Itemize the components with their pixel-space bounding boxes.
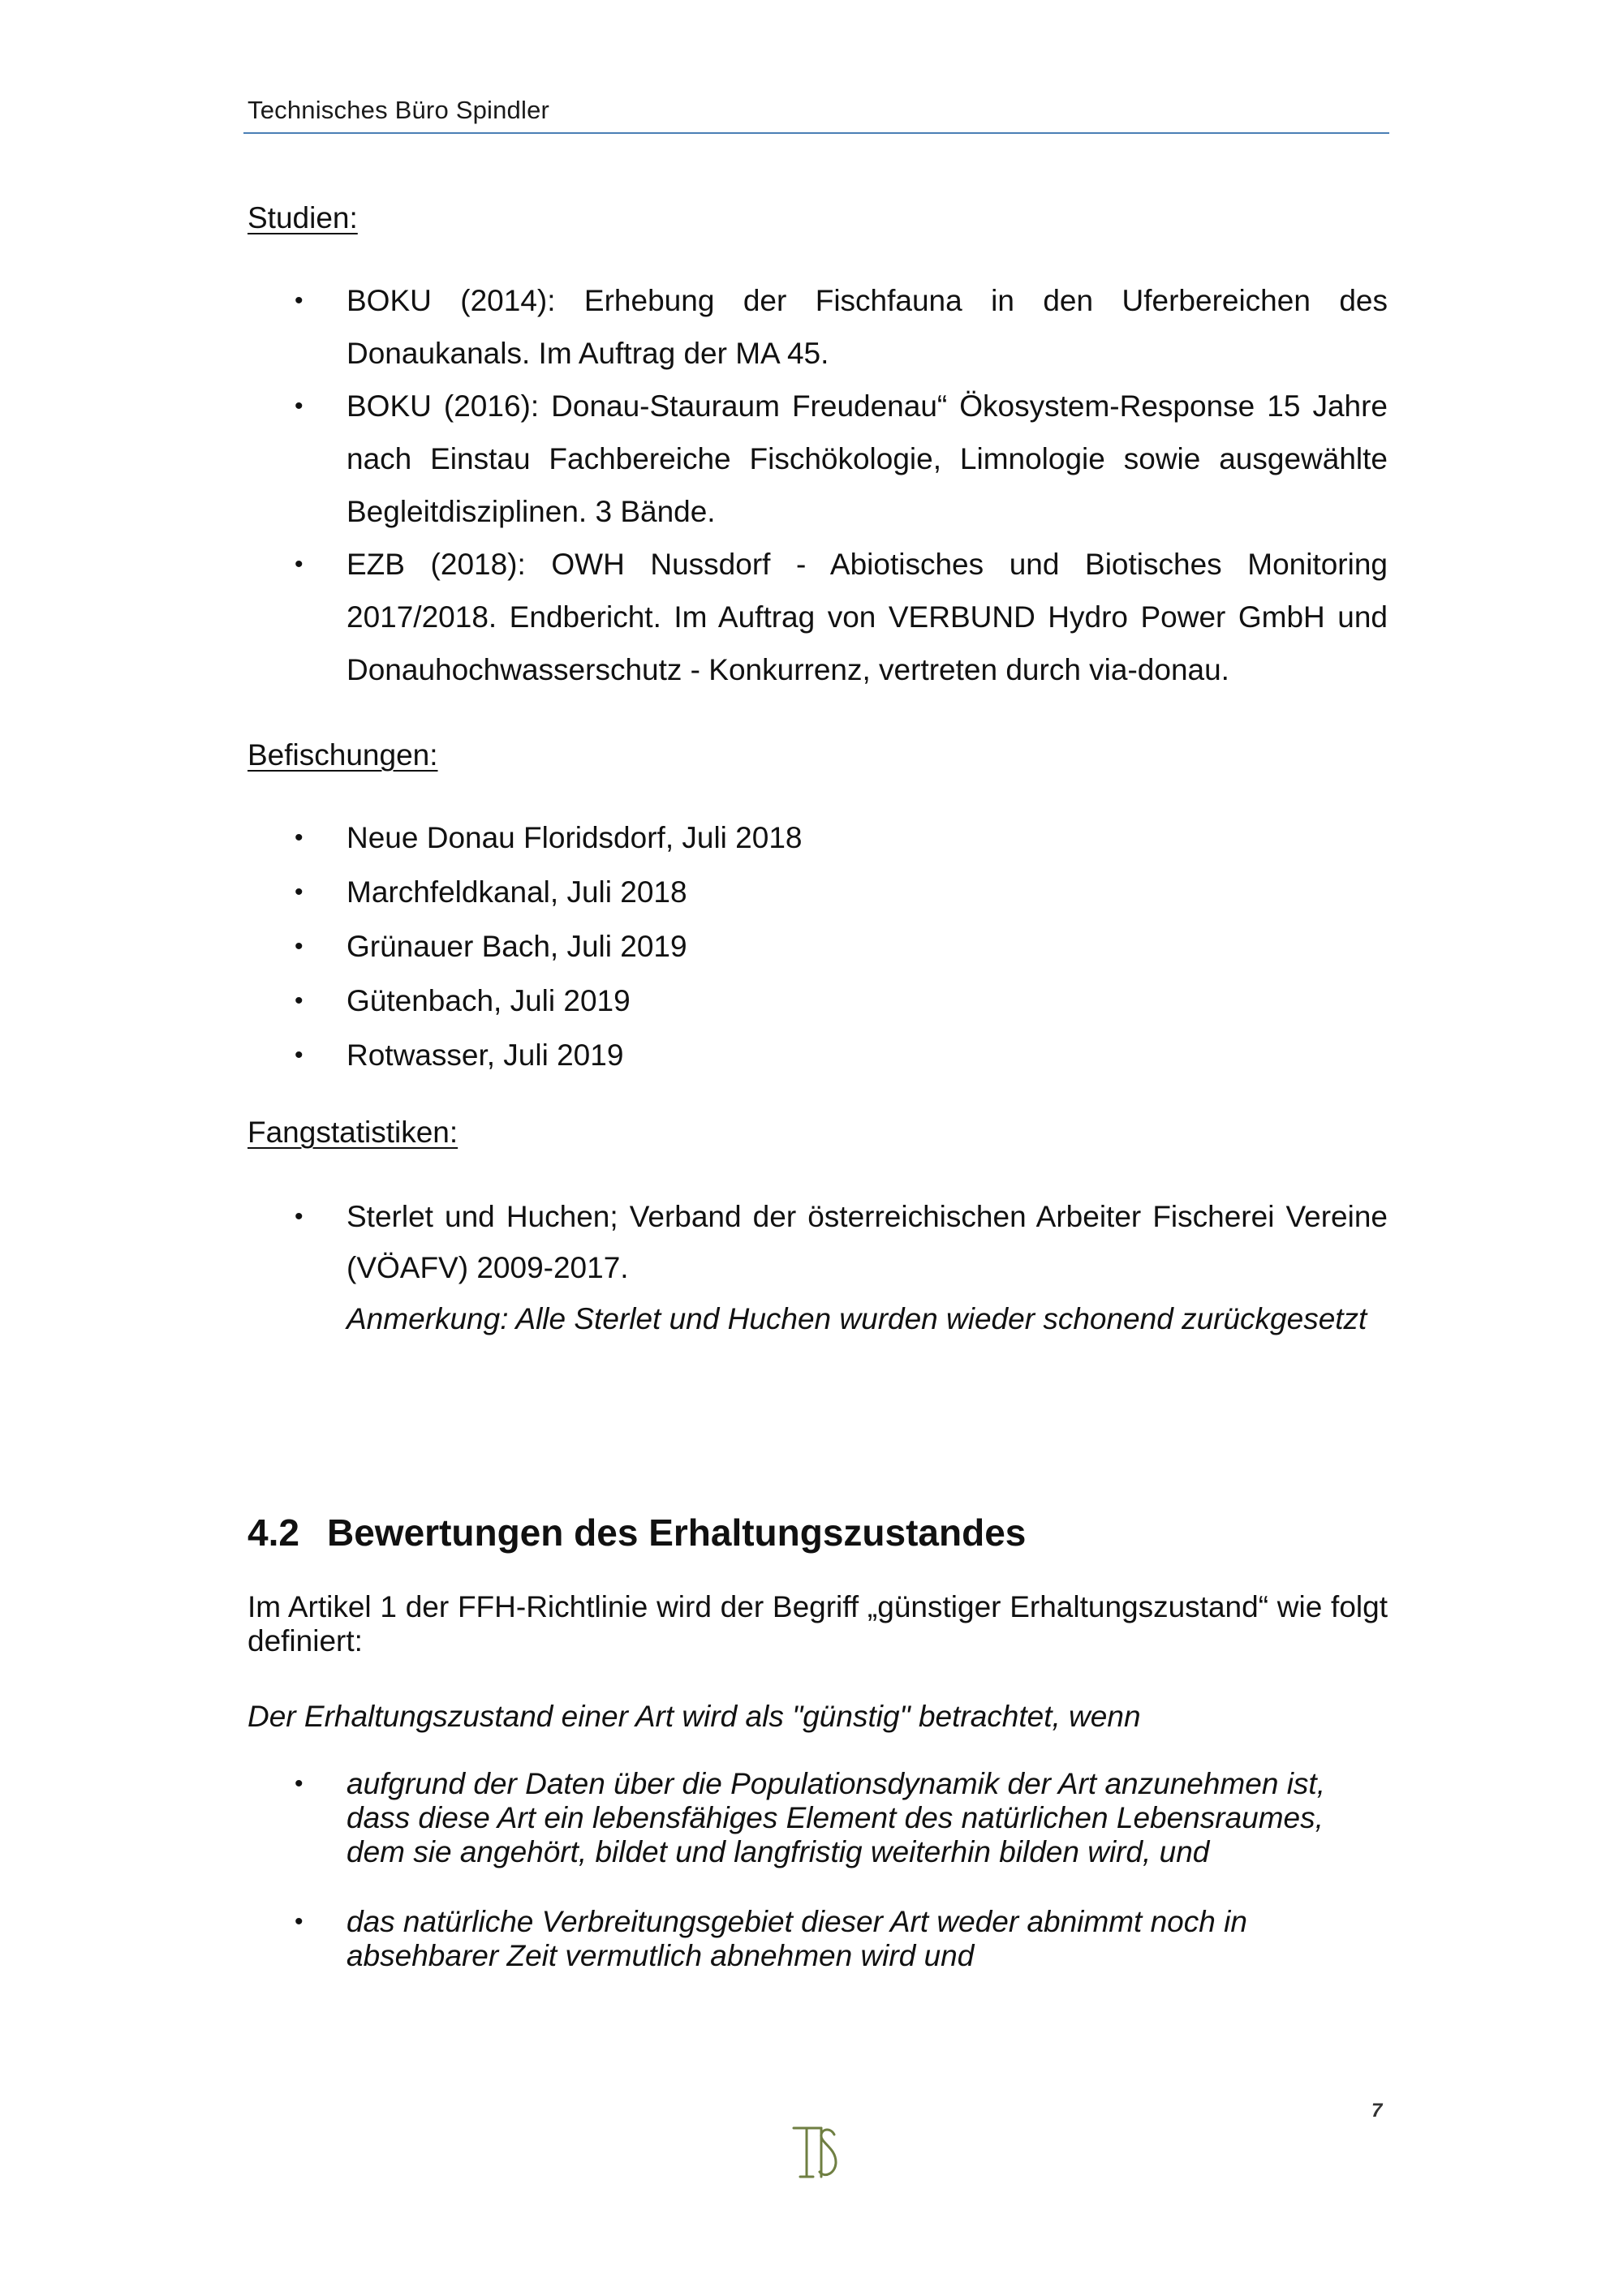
bullet-icon: • (295, 879, 304, 905)
bullet-icon: • (295, 987, 304, 1014)
bullet-icon: • (295, 1042, 304, 1068)
conditions-list (288, 1767, 1343, 1973)
list-item: • Grünauer Bach, Juli 2019 (295, 930, 687, 963)
list-item: • aufgrund der Daten über die Populationsdynamik der Art anzunehmen ist, dass diese Art ein lebensfähiges Element des natürlichen Lebensraumes, dem sie angehört, bildet und langfristig weiterhin bilden wird, und (295, 1767, 1325, 1868)
studien-label: Studien: (248, 201, 358, 234)
header-title: Technisches Büro Spindler (248, 96, 550, 124)
section-intro: Im Artikel 1 der FFH-Richtlinie wird der Begriff „günstiger Erhaltungszustand“ wie folgt definiert: (248, 1590, 1388, 1658)
tbs-monogram-logo-icon (789, 2122, 842, 2183)
bullet-icon: • (295, 393, 304, 419)
section-title: Bewertungen des Erhaltungszustandes (327, 1511, 1027, 1554)
bullet-icon: • (295, 1203, 304, 1230)
bullet-icon: • (295, 551, 304, 578)
list-item: • Neue Donau Floridsdorf, Juli 2018 (295, 821, 803, 854)
bullet-icon: • (295, 933, 304, 960)
befischungen-list (288, 820, 1388, 1092)
befischungen-label: Befischungen: (248, 738, 438, 772)
bullet-icon: • (295, 824, 304, 851)
list-item: • Marchfeldkanal, Juli 2018 (295, 875, 687, 909)
list-item: • Sterlet und Huchen; Verband der österreichischen Arbeiter Fischerei Vereine (VÖAFV) 2009-2017. Anmerkung: Alle Sterlet und Huchen wurden wieder schonend zurückgesetzt (288, 1191, 1388, 1344)
section-heading (248, 1511, 1026, 1554)
list-item: • BOKU (2016): Donau-Stauraum Freudenau“ Ökosystem-Response 15 Jahre nach Einstau Fachbereiche Fischökologie, Limnologie sowie ausgewählte Begleitdisziplinen. 3 Bände. (288, 380, 1388, 538)
fangstatistiken-label: Fangstatistiken: (248, 1116, 458, 1149)
bullet-icon: • (295, 1908, 304, 1935)
list-item: • BOKU (2014): Erhebung der Fischfauna in den Uferbereichen des Donaukanals. Im Auftrag der MA 45. (288, 274, 1388, 380)
list-item: • Rotwasser, Juli 2019 (295, 1038, 624, 1072)
fangstatistiken-list (288, 1191, 1388, 1344)
list-item: • Gütenbach, Juli 2019 (295, 984, 631, 1017)
section-number: 4.2 (248, 1511, 299, 1554)
studien-list (288, 274, 1388, 696)
page-number: 7 (1371, 2100, 1383, 2122)
fangstatistiken-note: Anmerkung: Alle Sterlet und Huchen wurden wieder schonend zurückgesetzt (347, 1302, 1367, 1335)
list-item: • EZB (2018): OWH Nussdorf - Abiotisches und Biotisches Monitoring 2017/2018. Endbericht. Im Auftrag von VERBUND Hydro Power GmbH und Donauhochwasserschutz ‑ Konkurrenz, vertreten durch via-donau. (288, 538, 1388, 696)
list-item: • das natürliche Verbreitungsgebiet dieser Art weder abnimmt noch in absehbarer Zeit vermutlich abnehmen wird und (295, 1905, 1247, 1972)
bullet-icon: • (295, 1770, 304, 1797)
bullet-icon: • (295, 287, 304, 314)
header-divider (243, 132, 1389, 134)
definition-lead: Der Erhaltungszustand einer Art wird als "günstig" betrachtet, wenn (248, 1700, 1141, 1733)
